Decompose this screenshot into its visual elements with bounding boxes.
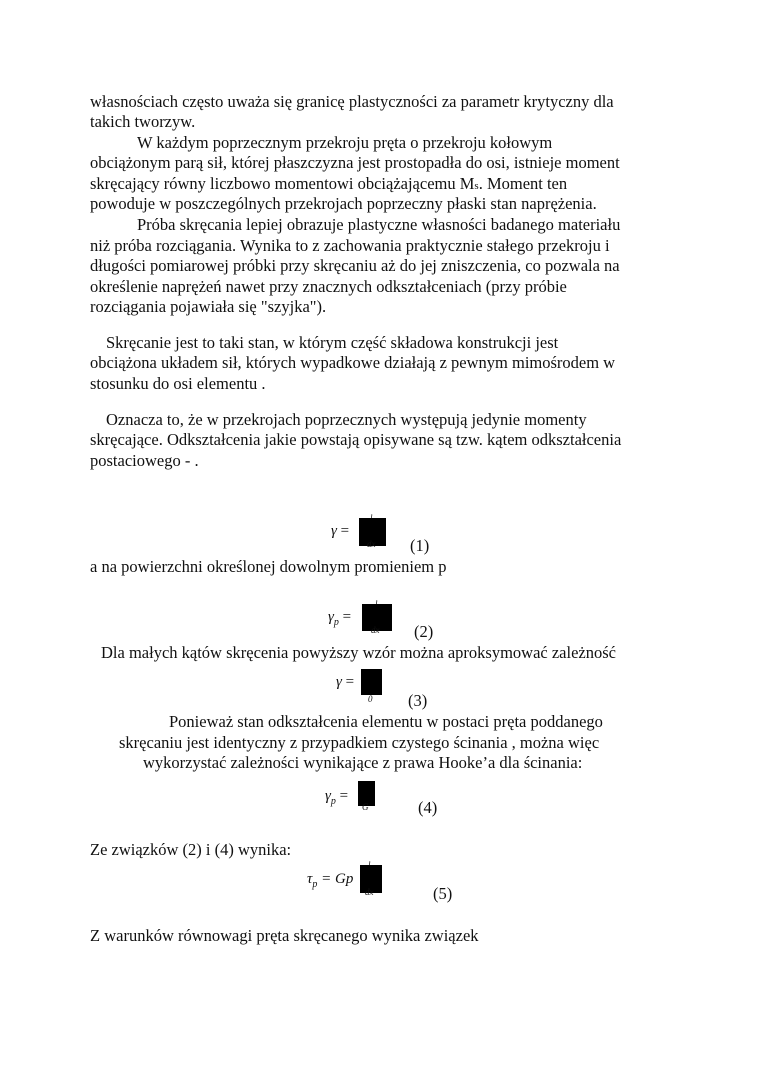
text-line: postaciowego - . [90, 451, 199, 470]
text-line: Skręcanie jest to taki stan, w którym część składowa konstrukcji jest [106, 333, 559, 352]
text-line: Z warunków równowagi pręta skręcanego wynika związek [90, 926, 479, 945]
equation-fragment: dx [367, 539, 376, 549]
gamma-symbol: γ [331, 523, 337, 539]
equation-fragment: 0 [368, 694, 373, 704]
equals-sign: = [342, 609, 352, 625]
equation-2-lhs [328, 609, 351, 628]
gamma-symbol: γ [336, 674, 342, 690]
subscript-p: p [312, 879, 318, 890]
equation-number: (5) [433, 884, 453, 903]
text-line: Oznacza to, że w przekrojach poprzecznych występują jedynie momenty [106, 410, 587, 429]
text-fragment: skręcający równy liczbowo momentowi obciążającemu M [90, 174, 475, 193]
equation-number: (1) [410, 536, 430, 555]
text-line: Ponieważ stan odkształcenia elementu w postaci pręta poddanego [169, 712, 603, 731]
equals-sign: = [340, 523, 350, 539]
text-line: Ze związków (2) i (4) wynika: [90, 840, 292, 859]
text-line [90, 174, 567, 196]
text-line: powoduje w poszczególnych przekrojach poprzeczny płaski stan naprężenia. [90, 194, 597, 213]
text-line: rozciągania pojawiała się "szyjka"). [90, 297, 327, 316]
equation-number: (4) [418, 798, 438, 817]
text-line: obciążonym parą sił, której płaszczyzna jest prostopadła do osi, istnieje moment [90, 153, 620, 172]
text-line: skręcające. Odkształcenia jakie powstają opisywane są tzw. kątem odkształcenia [90, 430, 622, 449]
tau-symbol: τ [307, 871, 313, 887]
equation-fragment: G [362, 802, 369, 812]
equation-fragment: dx [365, 887, 374, 897]
text-line: wykorzystać zależności wynikające z prawa Hooke’a dla ścinania: [143, 753, 583, 772]
gamma-symbol: γ [328, 609, 334, 625]
equation-3-lhs [336, 674, 354, 691]
equals-sign: = [339, 788, 349, 804]
text-line: skręcaniu jest identyczny z przypadkiem czystego ścinania , można więc [119, 733, 600, 752]
text-line: długości pomiarowej próbki przy skręcaniu aż do jej zniszczenia, co pozwala na [90, 256, 620, 275]
text-line: stosunku do osi elementu . [90, 374, 266, 393]
redacted-formula-block [361, 669, 382, 695]
equation-5-lhs [307, 871, 353, 890]
text-line: a na powierzchni określonej dowolnym promieniem p [90, 557, 447, 576]
text-line: W każdym poprzecznym przekroju pręta o przekroju kołowym [137, 133, 553, 152]
equation-number: (3) [408, 691, 428, 710]
equation-1-lhs [331, 523, 349, 540]
text-line: Próba skręcania lepiej obrazuje plastyczne własności badanego materiału [137, 215, 621, 234]
text-line: określenie naprężeń nawet przy znacznych odkształceniach (przy próbie [90, 277, 567, 296]
equals-gp: = Gp [321, 871, 354, 887]
text-line: takich tworzyw. [90, 112, 196, 131]
subscript: s [474, 180, 479, 192]
equation-4-lhs [325, 788, 348, 807]
equation-number: (2) [414, 622, 434, 641]
equals-sign: = [345, 674, 355, 690]
subscript-p: p [333, 617, 339, 628]
subscript-p: p [330, 796, 336, 807]
gamma-symbol: γ [325, 788, 331, 804]
text-fragment: . Moment ten [478, 174, 568, 193]
text-line: Dla małych kątów skręcenia powyższy wzór można aproksymować zależność [101, 643, 616, 662]
text-line: własnościach często uważa się granicę plastyczności za parametr krytyczny dla [90, 92, 614, 111]
text-line: niż próba rozciągania. Wynika to z zachowania praktycznie stałego przekroju i [90, 236, 610, 255]
equation-fragment: dx [371, 625, 380, 635]
text-line: obciążona układem sił, których wypadkowe działają z pewnym mimośrodem w [90, 353, 616, 372]
